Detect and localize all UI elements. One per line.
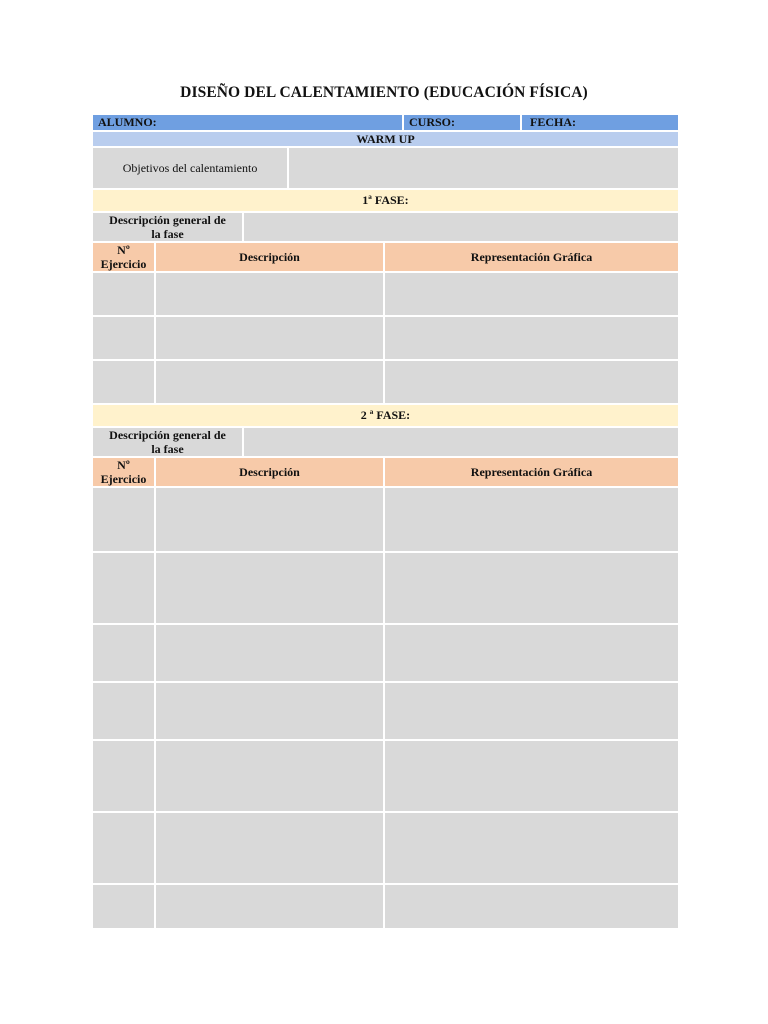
phase-2-description-row	[93, 428, 678, 458]
description-cell[interactable]	[156, 741, 385, 811]
phase-2-column-headers	[93, 458, 678, 488]
phase-1-table-row	[93, 317, 678, 361]
phase-1-col-description: Descripción	[156, 243, 385, 271]
graphic-cell[interactable]	[385, 683, 678, 739]
description-cell[interactable]	[156, 553, 385, 623]
alumno-field[interactable]	[93, 115, 404, 130]
phase-1-description-input[interactable]	[244, 213, 678, 241]
exercise-number-cell[interactable]	[93, 813, 156, 883]
exercise-number-cell[interactable]	[93, 625, 156, 681]
page-title: DISEÑO DEL CALENTAMIENTO (EDUCACIÓN FÍSICA)	[180, 84, 588, 101]
phase-2-col-graphic: Representación Gráfica	[385, 458, 678, 486]
phase-2-table-row	[93, 488, 678, 553]
phase-2-description-label: Descripción general de la fase	[93, 428, 244, 456]
exercise-number-cell[interactable]	[93, 553, 156, 623]
graphic-cell[interactable]	[385, 553, 678, 623]
phase-2-table-row	[93, 885, 678, 928]
student-info-row	[93, 115, 678, 132]
warm-up-heading: WARM UP	[93, 132, 678, 146]
phase-1-row	[93, 190, 678, 213]
graphic-cell[interactable]	[385, 317, 678, 359]
description-cell[interactable]	[156, 813, 385, 883]
graphic-cell[interactable]	[385, 361, 678, 403]
exercise-number-cell[interactable]	[93, 488, 156, 551]
description-cell[interactable]	[156, 488, 385, 551]
phase-2-col-exercise-number: Nº Ejercicio	[93, 458, 156, 486]
phase-1-description-label: Descripción general de la fase	[93, 213, 244, 241]
alumno-label: ALUMNO:	[98, 115, 157, 129]
description-cell[interactable]	[156, 273, 385, 315]
objectives-row	[93, 148, 678, 190]
curso-label: CURSO:	[409, 115, 456, 129]
warm-up-row	[93, 132, 678, 148]
phase-2-table-row	[93, 625, 678, 683]
phase-2-table-row	[93, 741, 678, 813]
description-cell[interactable]	[156, 885, 385, 928]
phase-1-table-row	[93, 273, 678, 317]
phase-2-table-row	[93, 683, 678, 741]
phase-1-description-row	[93, 213, 678, 243]
graphic-cell[interactable]	[385, 273, 678, 315]
exercise-number-cell[interactable]	[93, 317, 156, 359]
objectives-label: Objetivos del calentamiento	[93, 148, 289, 188]
graphic-cell[interactable]	[385, 741, 678, 811]
exercise-number-cell[interactable]	[93, 273, 156, 315]
graphic-cell[interactable]	[385, 625, 678, 681]
phase-2-table-row	[93, 553, 678, 625]
fecha-field[interactable]	[522, 115, 678, 130]
description-cell[interactable]	[156, 317, 385, 359]
phase-2-col-description: Descripción	[156, 458, 385, 486]
description-cell[interactable]	[156, 683, 385, 739]
phase-2-heading: 2 ª FASE:	[93, 405, 678, 426]
exercise-number-cell[interactable]	[93, 885, 156, 928]
phase-1-heading: 1ª FASE:	[93, 190, 678, 211]
phase-2-table-row	[93, 813, 678, 885]
fecha-label: FECHA:	[530, 115, 576, 129]
curso-field[interactable]	[404, 115, 522, 130]
phase-1-table-row	[93, 361, 678, 405]
description-cell[interactable]	[156, 361, 385, 403]
description-cell[interactable]	[156, 625, 385, 681]
exercise-number-cell[interactable]	[93, 741, 156, 811]
warmup-form	[93, 115, 678, 928]
phase-2-description-input[interactable]	[244, 428, 678, 456]
phase-1-col-exercise-number: Nº Ejercicio	[93, 243, 156, 271]
exercise-number-cell[interactable]	[93, 683, 156, 739]
objectives-input[interactable]	[289, 148, 678, 188]
exercise-number-cell[interactable]	[93, 361, 156, 403]
graphic-cell[interactable]	[385, 488, 678, 551]
phase-1-column-headers	[93, 243, 678, 273]
graphic-cell[interactable]	[385, 885, 678, 928]
phase-2-row	[93, 405, 678, 428]
graphic-cell[interactable]	[385, 813, 678, 883]
phase-1-col-graphic: Representación Gráfica	[385, 243, 678, 271]
